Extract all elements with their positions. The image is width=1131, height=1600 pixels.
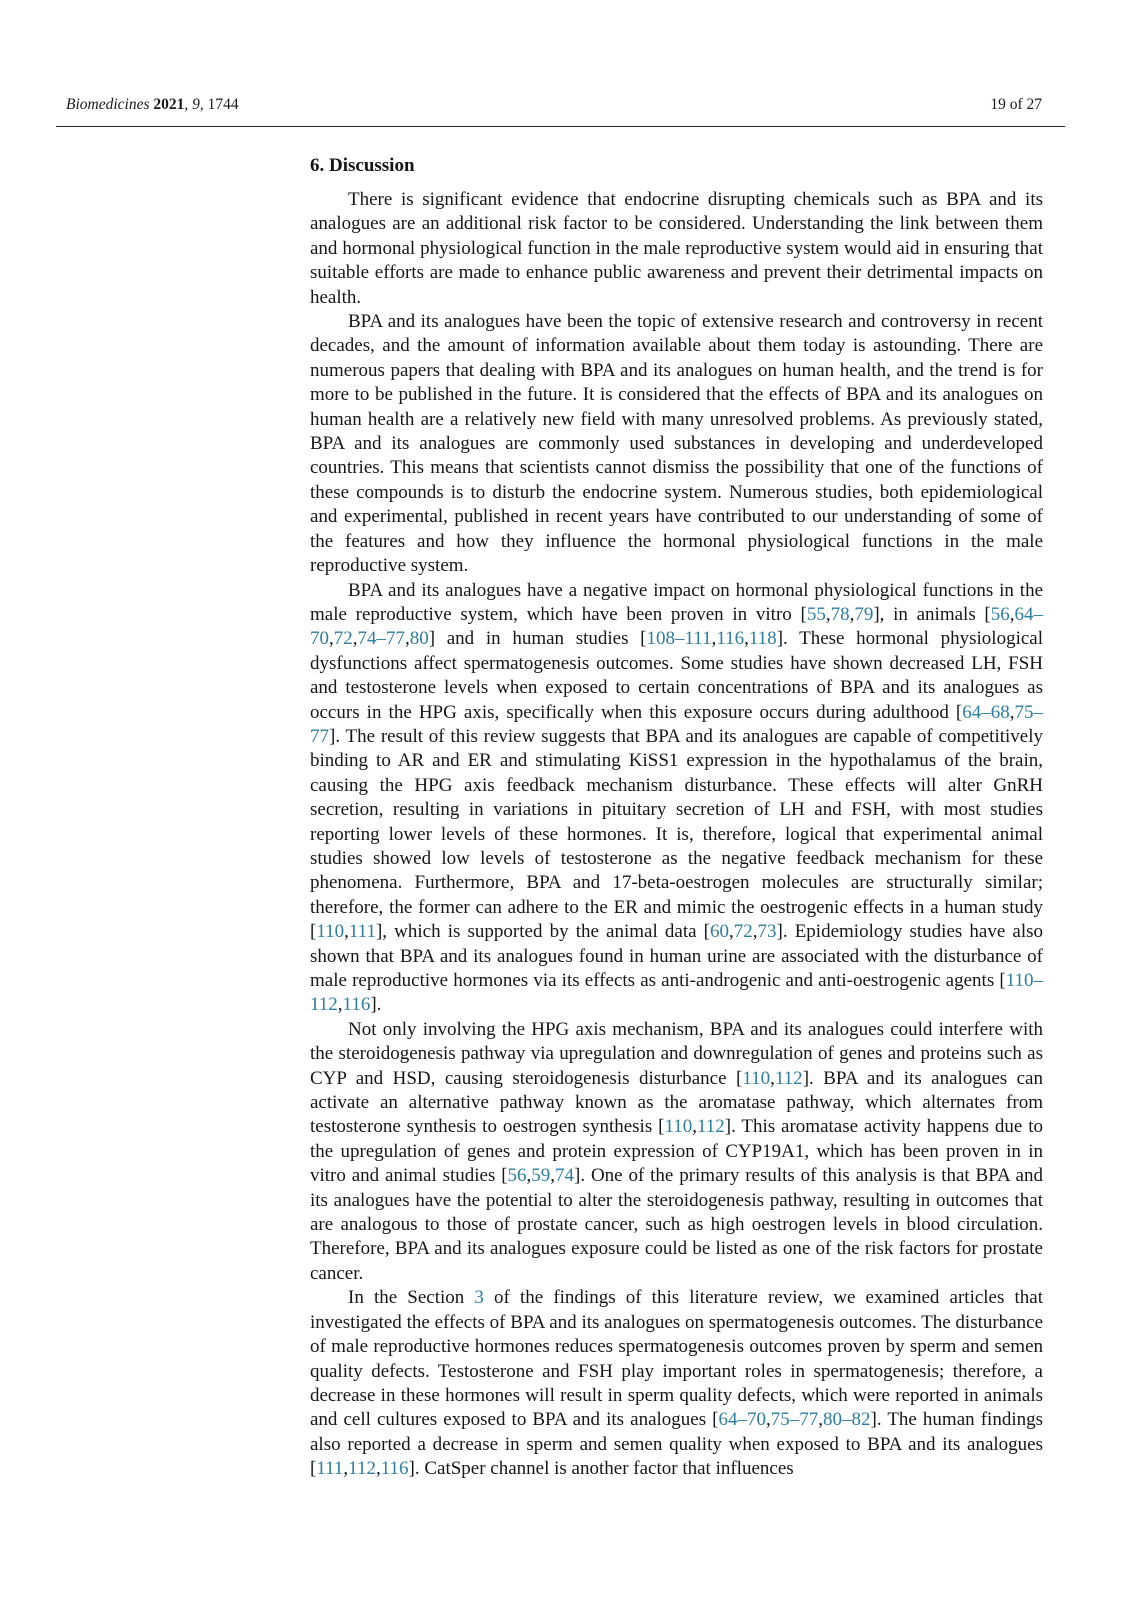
citation-link[interactable]: 111 [316,1458,344,1480]
citation-link[interactable]: 78 [830,603,850,625]
text-segment: In the Section [348,1287,475,1309]
citation-link[interactable]: 116 [342,994,371,1016]
paragraph [310,188,1043,310]
citation-link[interactable]: 64–70 [310,603,1044,650]
citation-link[interactable]: 75–77 [770,1409,819,1431]
text-segment: , [184,96,193,113]
page-indicator: 19 of 27 [990,96,1042,113]
paragraph [310,310,1043,578]
text-segment: ] and in human studies [ [428,628,647,650]
citation-link[interactable]: 56 [990,603,1010,625]
text-segment: There is significant evidence that endocrine disrupting chemicals such as BPA and its analogues are an additional risk factor to be considered. Understanding the link between them and hormonal physiological function in the male reproductive system would aid in ensuring that suitable efforts are made to enhance public awareness and prevent their detrimental impacts on health. [310,189,1043,308]
citation-link[interactable]: 60 [710,921,729,943]
text-segment: , [818,1409,824,1431]
citation-link[interactable]: 73 [757,921,777,943]
citation-link[interactable]: 74 [555,1165,575,1187]
text-segment: , [343,1458,349,1480]
text-segment: , [344,921,349,943]
text-segment: , [752,921,758,943]
article-content [310,153,1043,1482]
text-segment: BPA and its analogues have been the topic of extensive research and controversy in recent decades, and the amount of information available about them today is astounding. There are numerous papers that dealing with BPA and its analogues on human health, and the trend is for more to be published in the future. It is considered that the effects of BPA and its analogues on human health are a relatively new field with many unresolved problems. As previously stated, BPA and its analogues are commonly used substances in developing and underdeveloped countries. This means that scientists cannot dismiss the possibility that one of the functions of these compounds is to disturb the endocrine system. Numerous studies, both epidemiological and experimental, published in recent years have contributed to our understanding of some of the features and how they influence the hormonal physiological functions in the male reproductive system. [310,311,1043,577]
section-heading: 6. Discussion [310,155,415,176]
citation-link[interactable]: 116 [380,1458,409,1480]
text-segment: Not only involving the HPG axis mechanism, BPA and its analogues could interfere with the steroidogenesis pathway via upregulation and downregulation of genes and proteins such as CYP and HSD, causing steroidogenesis disturbance [ [310,1018,1043,1089]
text-segment: BPA and its analogues have a negative impact on hormonal physiological functions in the male reproductive system, which have been proven in vitro [ [310,579,1043,625]
text-segment: ], which is supported by the animal data [ [375,921,710,943]
text-segment: ]. CatSper channel is another factor that influences [408,1458,794,1480]
citation-link[interactable]: 112 [348,1458,376,1480]
text-segment: ]. Epidemiology studies have also shown that BPA and its analogues found in human urine are associated with the disturbance of male reproductive hormones via its effects as anti-androgenic and anti-oestrogenic agents [ [310,921,1043,991]
text-segment: ], in animals [ [873,603,991,625]
citation-link[interactable]: 55 [806,603,826,625]
text-segment: , [1009,603,1015,625]
journal-citation [66,96,239,114]
text-segment: , [825,603,831,625]
citation-link[interactable]: 112 [774,1067,803,1089]
citation-link[interactable]: 79 [854,603,874,625]
citation-link[interactable]: 108–111 [646,628,712,650]
text-segment: , [766,1409,771,1431]
text-segment: ]. The result of this review suggests that BPA and its analogues are capable of competitively binding to AR and ER and stimulating KiSS1 expression in the hypothalamus of the brain, causing the HPG axis feedback mechanism disturbance. These effects will alter GnRH secretion, resulting in variations in pituitary secretion of LH and FSH, with most studies reporting lower levels of these hormones. It is, therefore, logical that experimental animal studies showed low levels of testosterone as the negative feedback mechanism for these phenomena. Furthermore, BPA and 17-beta-oestrogen molecules are structurally similar; therefore, the former can adhere to the ER and mimic the oestrogenic effects in a human study [ [310,725,1043,943]
text-segment: ]. These hormonal physiological dysfunctions affect spermatogenesis outcomes. Some studies have shown decreased LH, FSH and testosterone levels when exposed to certain concentrations of BPA and its analogues as occurs in the HPG axis, specifically when this exposure occurs during adulthood [ [310,628,1044,723]
text-segment: , [337,994,343,1016]
citation-link[interactable]: 74–77 [357,628,405,650]
citation-link[interactable]: 59 [531,1165,551,1187]
paragraph [310,1018,1043,1286]
text-segment: ]. BPA and its analogues can activate an alternative pathway known as the aromatase pathway, which alternates from testosterone synthesis to oestrogen synthesis [ [310,1067,1043,1138]
running-header [66,96,1042,114]
text-segment: , [352,628,358,650]
text-segment: , [526,1165,532,1187]
text-segment: , [849,603,855,625]
citation-link[interactable]: 110 [742,1067,771,1089]
citation-link[interactable]: 110 [664,1116,693,1138]
text-segment: , [405,628,410,650]
text-segment: , [692,1116,697,1138]
text-segment: , [1009,701,1015,723]
citation-link[interactable]: 64–70 [718,1409,767,1431]
text-segment: Biomedicines [66,96,150,113]
text-segment: 9 [192,96,200,113]
citation-link[interactable]: 118 [748,628,777,650]
citation-link[interactable]: 80 [409,628,429,650]
text-segment: , [550,1165,556,1187]
citation-link[interactable]: 110 [316,921,345,943]
text-segment: , 1744 [199,96,239,113]
text-segment: , [729,921,734,943]
citation-link[interactable]: 80–82 [823,1409,871,1431]
text-segment: , [375,1458,381,1480]
citation-link[interactable]: 111 [348,921,376,943]
citation-link[interactable]: 56 [507,1165,527,1187]
text-segment: ]. [370,994,382,1016]
citation-link[interactable]: 64–68 [962,701,1010,723]
citation-link[interactable]: 75–77 [310,701,1043,747]
text-segment: , [744,628,749,650]
text-segment: ]. One of the primary results of this analysis is that BPA and its analogues have the potential to alter the steroidogenesis pathway, resulting in outcomes that are analogous to those of prostate cancer, such as high oestrogen levels in blood circulation. Therefore, BPA and its analogues exposure could be listed as one of the risk factors for prostate cancer. [310,1165,1043,1284]
text-segment: of the findings of this literature review, we examined articles that investigated the effects of BPA and its analogues on spermatogenesis outcomes. The disturbance of male reproductive hormones reduces spermatogenesis outcomes proven by sperm and semen quality defects. Testosterone and FSH play important roles in spermatogenesis; therefore, a decrease in these hormones will result in sperm quality defects, which were reported in animals and cell cultures exposed to BPA and its analogues [ [310,1287,1044,1431]
header-divider [56,126,1065,127]
citation-link[interactable]: 72 [733,921,753,943]
text-segment: ]. This aromatase activity happens due to the upregulation of genes and protein expression of CYP19A1, which has been proven in in vitro and animal studies [ [310,1116,1043,1187]
citation-link[interactable]: 72 [333,628,353,650]
text-segment: , [711,628,717,650]
text-segment: ]. The human findings also reported a decrease in sperm and semen quality when exposed to BPA and its analogues [ [310,1409,1043,1480]
paragraph [310,579,1043,1018]
citation-link[interactable]: 3 [474,1287,484,1309]
citation-link[interactable]: 116 [716,628,745,650]
citation-link[interactable]: 110–112 [310,970,1043,1016]
paragraph [310,1286,1043,1481]
article-body [310,188,1043,1482]
text-segment: 2021 [153,96,185,113]
text-segment: , [770,1067,775,1089]
text-segment: , [329,628,334,650]
citation-link[interactable]: 112 [696,1116,725,1138]
